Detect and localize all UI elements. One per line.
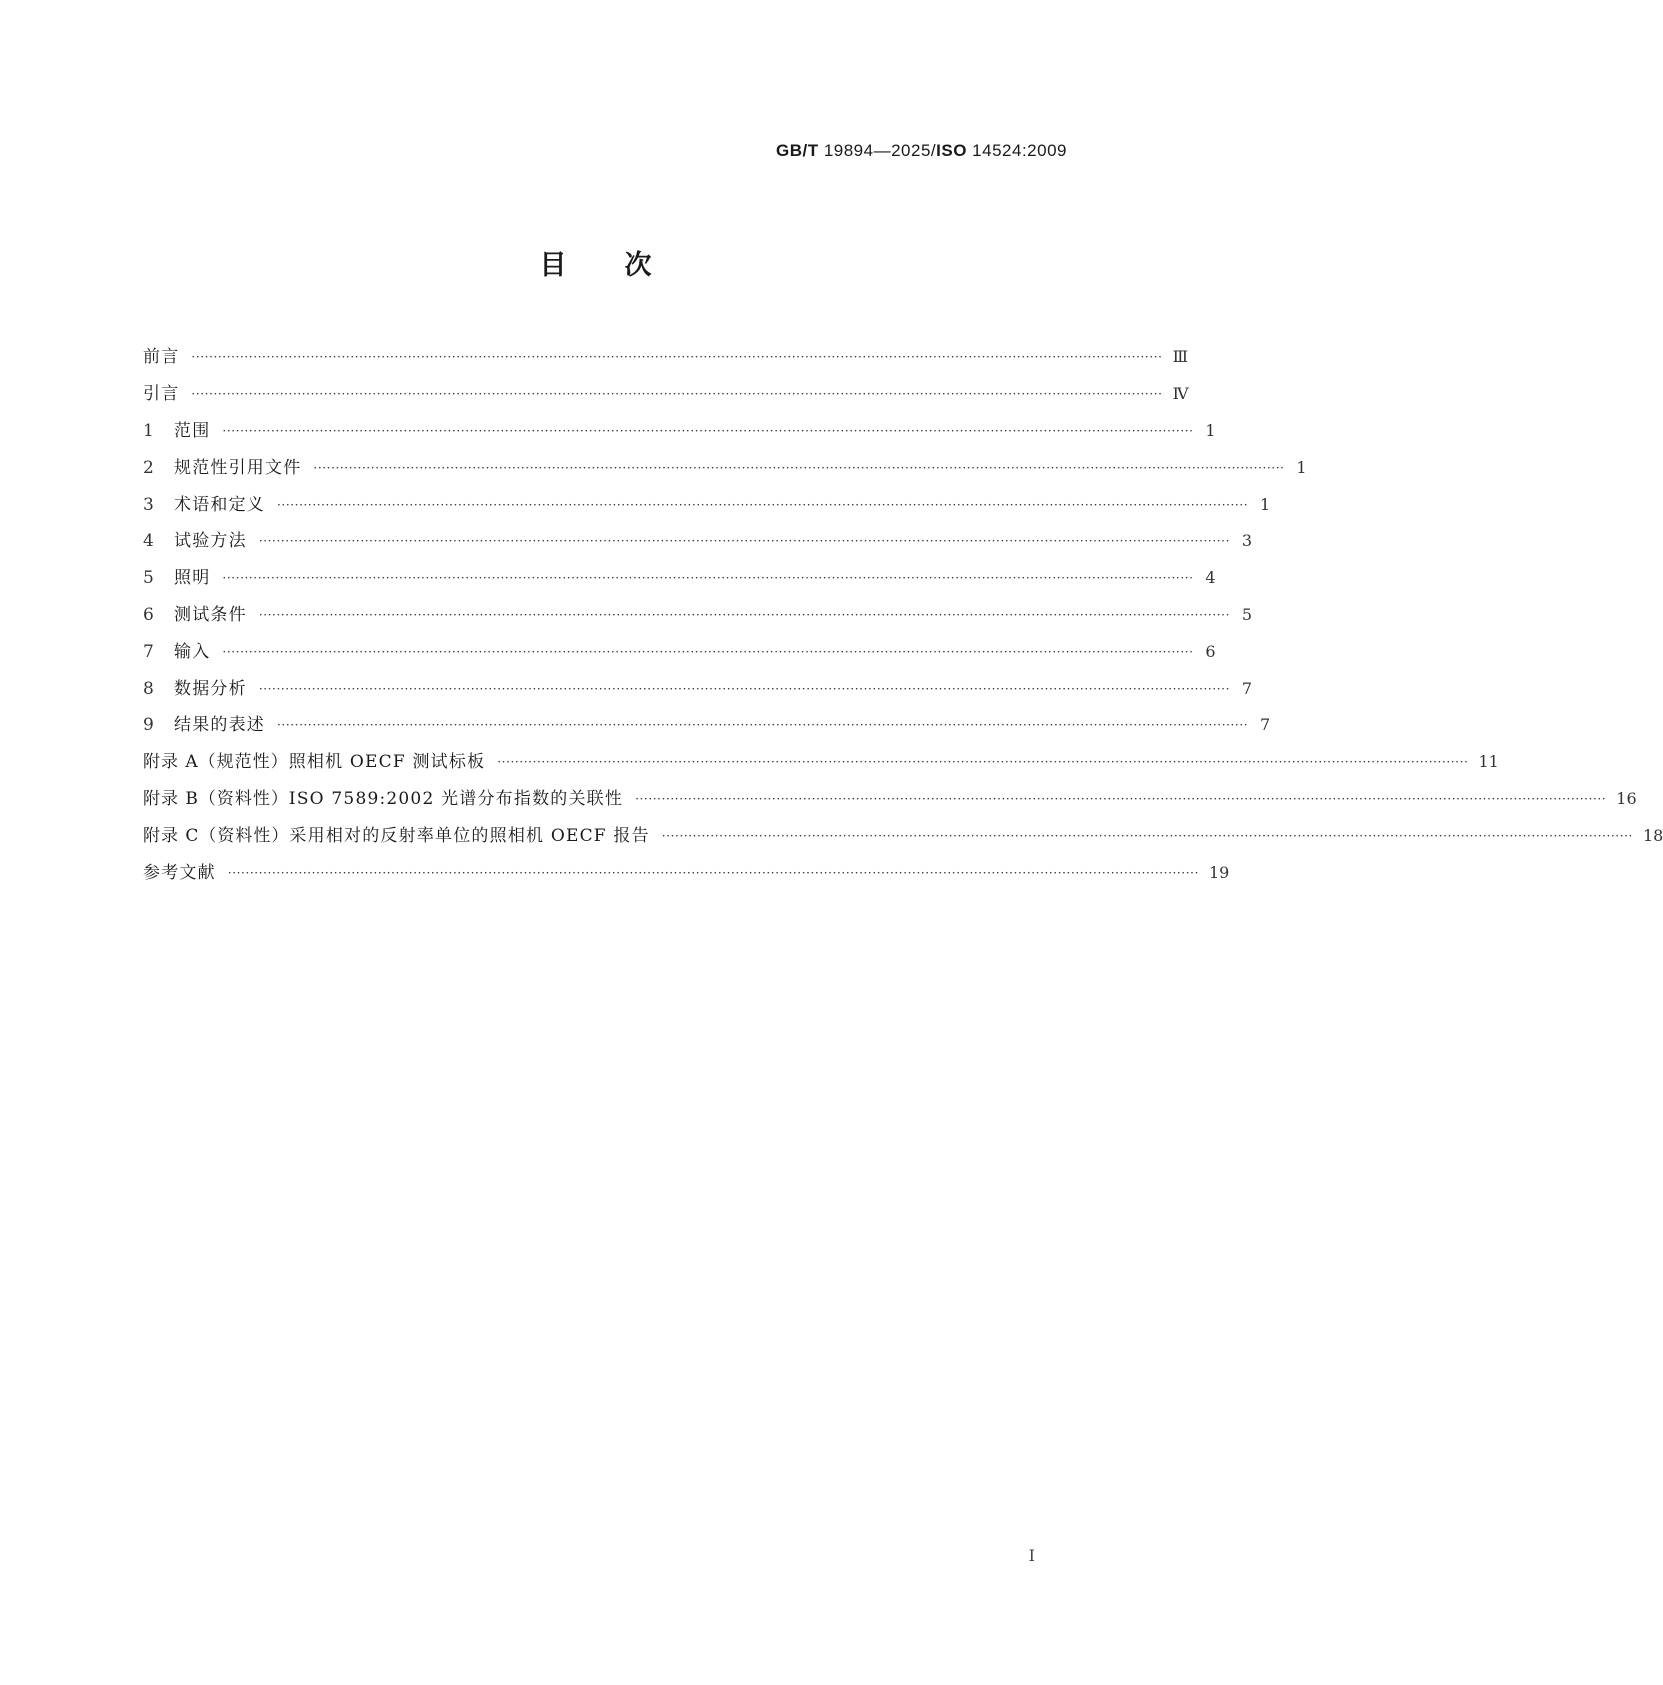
gb-number: 19894—2025/ xyxy=(823,141,937,160)
toc-entry-page: 7 xyxy=(1241,678,1252,698)
toc-entry-label: 试验方法 xyxy=(174,531,247,552)
toc-leader-dots: ···························································································································································································································· xyxy=(258,607,1230,622)
toc-entry-number: 2 xyxy=(143,457,154,478)
toc-entry-label: 参考文献 xyxy=(143,862,216,883)
toc-entry-annex-a[interactable] xyxy=(143,744,1499,781)
toc-entry-annex-prefix: 附录 B（资料性） xyxy=(143,788,289,809)
toc-entry-annex-b[interactable] xyxy=(143,781,1637,818)
toc-entry[interactable] xyxy=(143,413,1216,450)
toc-leader-dots: ···························································································································································································································· xyxy=(277,497,1249,512)
toc-entry-annex-prefix: 附录 A（规范性） xyxy=(143,752,289,773)
toc-entry-page: 19 xyxy=(1209,862,1230,882)
toc-entry-number: 3 xyxy=(143,494,154,515)
toc-entry-page: 4 xyxy=(1205,568,1216,588)
toc-entry-page: Ⅲ xyxy=(1172,347,1189,367)
toc-entry[interactable] xyxy=(143,707,1271,744)
toc-leader-dots: ···························································································································································································································· xyxy=(191,387,1163,402)
toc-entry-number: 1 xyxy=(143,420,154,441)
toc-leader-dots: ···························································································································································································································· xyxy=(222,423,1194,438)
toc-entry-page: 5 xyxy=(1241,604,1252,624)
toc-entry[interactable] xyxy=(143,670,1252,707)
toc-entry-label: 引言 xyxy=(143,384,180,405)
toc-entry[interactable] xyxy=(143,486,1271,523)
toc-entry-label: ISO 7589:2002 光谱分布指数的关联性 xyxy=(288,788,624,809)
toc-entry-annex-c[interactable] xyxy=(143,817,1663,854)
toc-entry-label: 输入 xyxy=(174,641,211,662)
toc-leader-dots: ···························································································································································································································· xyxy=(635,791,1607,806)
toc-entry-label: 结果的表述 xyxy=(174,715,265,736)
toc-entry[interactable] xyxy=(143,339,1189,376)
page-title: 目次 xyxy=(539,250,710,281)
toc-leader-dots: ···························································································································································································································· xyxy=(191,350,1163,365)
toc-entry[interactable] xyxy=(143,449,1307,486)
toc-entry[interactable] xyxy=(143,560,1216,597)
toc-entry-number: 4 xyxy=(143,531,154,552)
toc-entry-page: 3 xyxy=(1241,531,1252,551)
toc-leader-dots: ···························································································································································································································· xyxy=(258,681,1230,696)
toc-entry-label: 术语和定义 xyxy=(174,494,265,515)
toc-leader-dots: ···························································································································································································································· xyxy=(222,644,1194,659)
toc-entry[interactable] xyxy=(143,523,1252,560)
toc-entry-page: Ⅳ xyxy=(1172,384,1189,404)
toc-entry-label: 规范性引用文件 xyxy=(174,457,302,478)
toc-entry-page: 7 xyxy=(1260,715,1271,735)
toc-entry-label: 前言 xyxy=(143,347,180,368)
toc-entry-number: 7 xyxy=(143,641,154,662)
toc-entry-label: 范围 xyxy=(174,420,211,441)
toc-entry[interactable] xyxy=(143,633,1216,670)
toc-entry-page: 6 xyxy=(1205,641,1216,661)
page-number: Ⅰ xyxy=(1028,1546,1035,1565)
toc-leader-dots: ···························································································································································································································· xyxy=(313,460,1285,475)
toc-leader-dots: ···························································································································································································································· xyxy=(227,865,1199,880)
iso-number: 14524:2009 xyxy=(972,141,1067,160)
toc-entry-page: 18 xyxy=(1642,825,1663,845)
toc-entry-page: 16 xyxy=(1616,788,1637,808)
toc-entry-page: 1 xyxy=(1296,457,1307,477)
toc-entry-label: 采用相对的反射率单位的照相机 OECF 报告 xyxy=(289,825,650,846)
toc-entry-label: 测试条件 xyxy=(174,604,247,625)
toc-entry-page: 11 xyxy=(1478,752,1499,772)
toc-entry-label: 照相机 OECF 测试标板 xyxy=(288,752,486,773)
toc-leader-dots: ···························································································································································································································· xyxy=(661,828,1633,843)
toc-entry-number: 5 xyxy=(143,568,154,589)
toc-entry-label: 数据分析 xyxy=(174,678,247,699)
toc-entry[interactable] xyxy=(143,597,1252,634)
iso-prefix: ISO xyxy=(936,141,967,160)
standard-number-header xyxy=(776,141,1067,161)
toc-leader-dots: ···························································································································································································································· xyxy=(497,755,1469,770)
table-of-contents xyxy=(143,339,1663,891)
toc-entry-page: 1 xyxy=(1260,494,1271,514)
toc-entry[interactable] xyxy=(143,854,1230,891)
toc-entry[interactable] xyxy=(143,376,1189,413)
gb-prefix: GB/T xyxy=(775,141,819,160)
toc-entry-number: 9 xyxy=(143,715,154,736)
toc-leader-dots: ···························································································································································································································· xyxy=(277,718,1249,733)
toc-entry-annex-prefix: 附录 C（资料性） xyxy=(143,825,290,846)
toc-leader-dots: ···························································································································································································································· xyxy=(222,571,1194,586)
toc-leader-dots: ···························································································································································································································· xyxy=(258,534,1230,549)
toc-entry-number: 8 xyxy=(143,678,154,699)
toc-entry-number: 6 xyxy=(143,604,154,625)
toc-entry-page: 1 xyxy=(1205,420,1216,440)
toc-entry-label: 照明 xyxy=(174,568,211,589)
